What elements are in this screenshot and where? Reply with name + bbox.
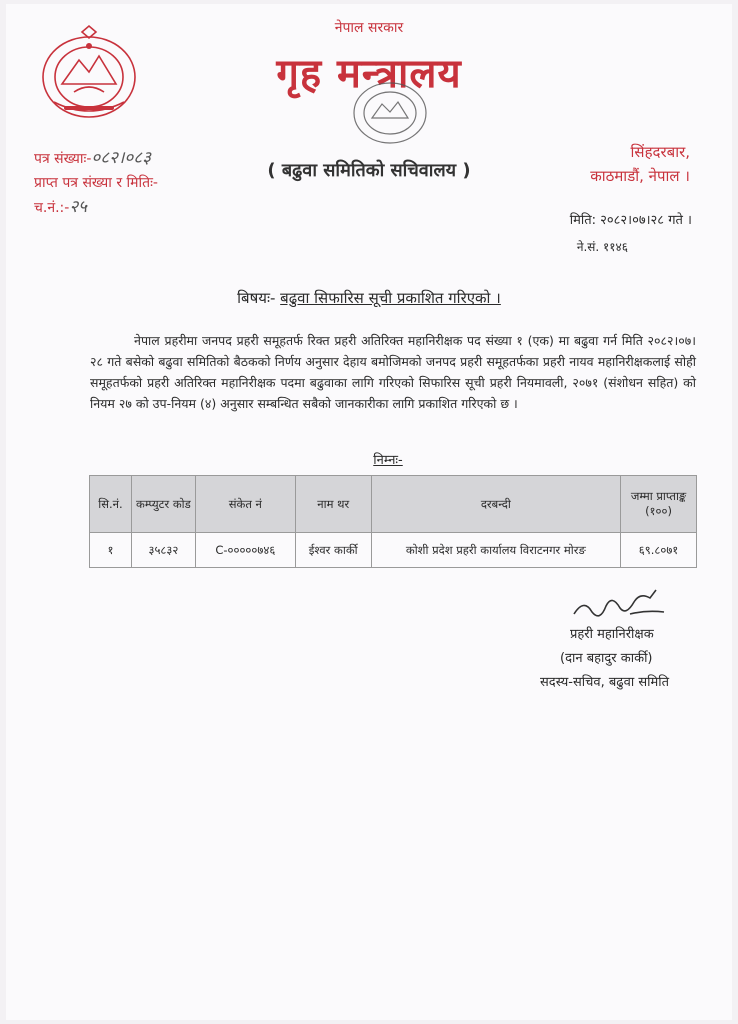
body-paragraph: नेपाल प्रहरीमा जनपद प्रहरी समूहतर्फ रिक्त प्रहरी अतिरिक्त महानिरीक्षक पद संख्या १ (एक) मा बढुवा गर्न मिति २०८२।०७।२८ गते बसेको बढुवा समितिको बैठकको निर्णय अनुसार देहाय बमोजिमको जनपद प्रहरी समूहतर्फका प्रहरी नायव महानिरीक्षकलाई सोही समूहतर्फको प्रहरी अतिरिक्त महानिरीक्षक पदमा बढुवाका लागि गरिएको सिफारिस सूची प्रहरी नियमावली, २०७१ (संशोधन सहित) को नियम २७ को उप-नियम (४) अनुसार सम्बन्धित सबैको जानकारीका लागि प्रकाशित गरिएको छ ।	[90, 333, 696, 411]
ministry-stamp-icon	[350, 78, 430, 148]
subject-text: बढुवा सिफारिस सूची प्रकाशित गरिएको ।	[280, 289, 501, 307]
col-serial: सि.नं.	[90, 476, 132, 533]
dispatch-label: च.नं.:-	[34, 200, 70, 216]
table-row	[90, 533, 697, 568]
table-header-row	[90, 476, 697, 533]
address-line-1: सिंहदरबार,	[630, 143, 690, 161]
col-total-score: जम्मा प्राप्ताङ्क (१००)	[621, 476, 697, 533]
letter-number-label: पत्र संख्याः-	[34, 151, 92, 167]
address-line-2: काठमाडौं, नेपाल ।	[590, 167, 690, 185]
signatory-role: सदस्य-सचिव, बढुवा समिति	[540, 675, 670, 690]
col-symbol-number: संकेत नं	[195, 476, 295, 533]
dispatch-number	[34, 195, 158, 220]
col-name: नाम थर	[295, 476, 371, 533]
office-address	[590, 140, 690, 188]
below-label: निम्नः-	[373, 453, 403, 468]
letter-meta	[34, 146, 158, 220]
signatory-name: (दान बहादुर कार्की)	[560, 651, 653, 666]
cell-serial: १	[90, 533, 132, 568]
nepal-sambat-date: ने.सं. ११४६	[576, 240, 628, 254]
cell-post: कोशी प्रदेश प्रहरी कार्यालय विराटनगर मोरङ	[371, 533, 620, 568]
subject-line	[0, 288, 738, 308]
recommendation-table	[89, 475, 697, 568]
cell-symbol-number: C-०००००७४६	[195, 533, 295, 568]
signatory-title: प्रहरी महानिरीक्षक	[570, 627, 654, 642]
letter-number	[34, 146, 158, 171]
received-letter: प्राप्त पत्र संख्या र मितिः-	[34, 175, 158, 191]
col-post: दरबन्दी	[371, 476, 620, 533]
subject-label: बिषयः-	[237, 289, 276, 307]
col-computer-code: कम्प्युटर कोड	[131, 476, 195, 533]
document-date: मिति: २०८२।०७।२८ गते ।	[569, 213, 692, 228]
secretariat-title: ( बढुवा समितिको सचिवालय )	[267, 160, 471, 181]
signature-icon	[570, 584, 670, 624]
dispatch-value: २५	[69, 197, 88, 217]
cell-name: ईश्वर कार्की	[295, 533, 371, 568]
cell-computer-code: ३५८३२	[131, 533, 195, 568]
government-label: नेपाल सरकार	[334, 20, 404, 36]
cell-total-score: ६९.८०७१	[621, 533, 697, 568]
ministry-title: गृह मन्त्रालय	[276, 51, 462, 97]
letter-number-value: ०८२।०८३	[91, 148, 151, 168]
